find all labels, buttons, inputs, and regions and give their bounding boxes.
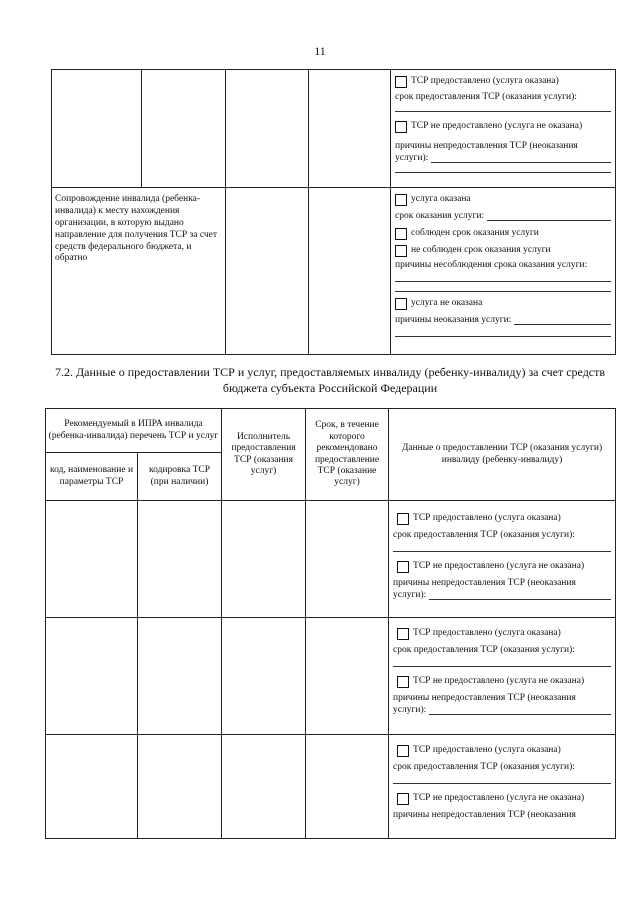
term-met-label: соблюден срок оказания услуги [411, 228, 539, 238]
reasons-label-continued: услуги): [393, 589, 427, 600]
fill-line[interactable] [487, 220, 611, 221]
empty-cell [222, 501, 306, 618]
reasons-label-continued: услуги): [395, 152, 429, 163]
fill-line[interactable] [429, 599, 611, 600]
empty-cell [309, 188, 391, 355]
provided-option-label: ТСР предоставлено (услуга оказана) [413, 745, 561, 756]
empty-cell [222, 735, 306, 839]
checkbox-icon[interactable] [397, 513, 409, 525]
table-row [46, 501, 616, 618]
header-deadline: Срок, в течение которого рекомендовано предоставление ТСР (оказание услуг) [306, 409, 389, 501]
table-row [46, 735, 616, 839]
provided-term-label: срок предоставления ТСР (оказания услуги): [393, 530, 575, 540]
checkbox-icon[interactable] [397, 745, 409, 757]
term-not-met-reasons-label: причины несоблюдения срока оказания услуги: [395, 259, 588, 270]
table-row [46, 618, 616, 735]
fill-line[interactable] [395, 336, 611, 337]
fill-line[interactable] [395, 281, 611, 282]
empty-cell [226, 70, 309, 188]
header-code: код, наименование и параметры ТСР [46, 453, 138, 501]
empty-cell [306, 501, 389, 618]
empty-cell [138, 618, 222, 735]
empty-cell [52, 70, 142, 188]
term-not-met-label: не соблюден срок оказания услуги [411, 245, 551, 255]
not-provided-option-label: ТСР не предоставлено (услуга не оказана) [413, 793, 585, 803]
fill-line[interactable] [395, 172, 611, 173]
fill-line[interactable] [514, 324, 611, 325]
checkbox-icon[interactable] [397, 676, 409, 688]
provision-data-cell [389, 735, 616, 839]
provided-option-label: ТСР предоставлено (услуга оказана) [413, 628, 561, 639]
fill-line[interactable] [429, 714, 611, 715]
header-provision-data: Данные о предоставлении ТСР (оказания услуги) инвалиду (ребенку-инвалиду) [389, 409, 616, 501]
empty-cell [46, 501, 138, 618]
reasons-label: причины непредоставления ТСР (неоказания [393, 577, 576, 588]
empty-cell [309, 70, 391, 188]
not-provided-reasons-label: причины неоказания услуги: [395, 314, 512, 325]
not-provided-option-label: ТСР не предоставлено (услуга не оказана) [411, 121, 583, 131]
checkbox-icon[interactable] [395, 121, 407, 133]
fill-line[interactable] [431, 162, 611, 163]
service-provided-label: услуга оказана [411, 194, 471, 205]
empty-cell [226, 188, 309, 355]
checkbox-icon[interactable] [395, 298, 407, 310]
provided-option-label: ТСР предоставлено (услуга оказана) [411, 76, 559, 87]
checkbox-icon[interactable] [397, 561, 409, 573]
reasons-label-continued: услуги): [393, 704, 427, 715]
table-regional-budget [45, 408, 616, 839]
checkbox-icon[interactable] [395, 194, 407, 206]
section-title: 7.2. Данные о предоставлении ТСР и услуг, предоставляемых инвалиду (ребенку-инвалиду) за счет средств бюджета субъекта Российской Федерации [54, 365, 606, 396]
provided-term-label: срок предоставления ТСР (оказания услуги): [393, 762, 575, 772]
table-row [52, 70, 616, 188]
reasons-label: причины непредоставления ТСР (неоказания [393, 809, 576, 820]
empty-cell [222, 618, 306, 735]
service-term-label: срок оказания услуги: [395, 211, 485, 221]
header-row [46, 409, 616, 453]
header-executor: Исполнитель предоставления ТСР (оказания услуг) [222, 409, 306, 501]
reasons-label: причины непредоставления ТСР (неоказания [393, 692, 576, 703]
empty-cell [138, 501, 222, 618]
checkbox-icon[interactable] [395, 76, 407, 88]
checkbox-icon[interactable] [395, 228, 407, 240]
service-data-cell [391, 188, 616, 355]
empty-cell [142, 70, 226, 188]
empty-cell [46, 618, 138, 735]
provided-term-label: срок предоставления ТСР (оказания услуги): [395, 92, 577, 102]
service-description: Сопровождение инвалида (ребенка-инвалида) к месту нахождения организации, в которую выдано направление для получения ТСР за счет средств федерального бюджета, и обратно [52, 188, 226, 355]
table-continuation [51, 69, 616, 355]
empty-cell [138, 735, 222, 839]
provision-data-cell [389, 501, 616, 618]
reasons-label: причины непредоставления ТСР (неоказания [395, 140, 578, 151]
service-not-provided-label: услуга не оказана [411, 297, 483, 308]
empty-cell [46, 735, 138, 839]
provided-option-label: ТСР предоставлено (услуга оказана) [413, 513, 561, 524]
empty-cell [306, 735, 389, 839]
header-coding: кодировка ТСР (при наличии) [138, 453, 222, 501]
checkbox-icon[interactable] [395, 245, 407, 257]
checkbox-icon[interactable] [397, 793, 409, 805]
provision-data-cell [391, 70, 616, 188]
provided-term-label: срок предоставления ТСР (оказания услуги): [393, 645, 575, 655]
empty-cell [306, 618, 389, 735]
page-number: 11 [314, 44, 326, 58]
checkbox-icon[interactable] [397, 628, 409, 640]
provision-data-cell [389, 618, 616, 735]
header-recommended-list: Рекомендуемый в ИПРА инвалида (ребенка-инвалида) перечень ТСР и услуг [46, 409, 222, 453]
table-row [52, 188, 616, 355]
not-provided-option-label: ТСР не предоставлено (услуга не оказана) [413, 561, 585, 571]
fill-line[interactable] [395, 291, 611, 292]
not-provided-option-label: ТСР не предоставлено (услуга не оказана) [413, 676, 585, 686]
